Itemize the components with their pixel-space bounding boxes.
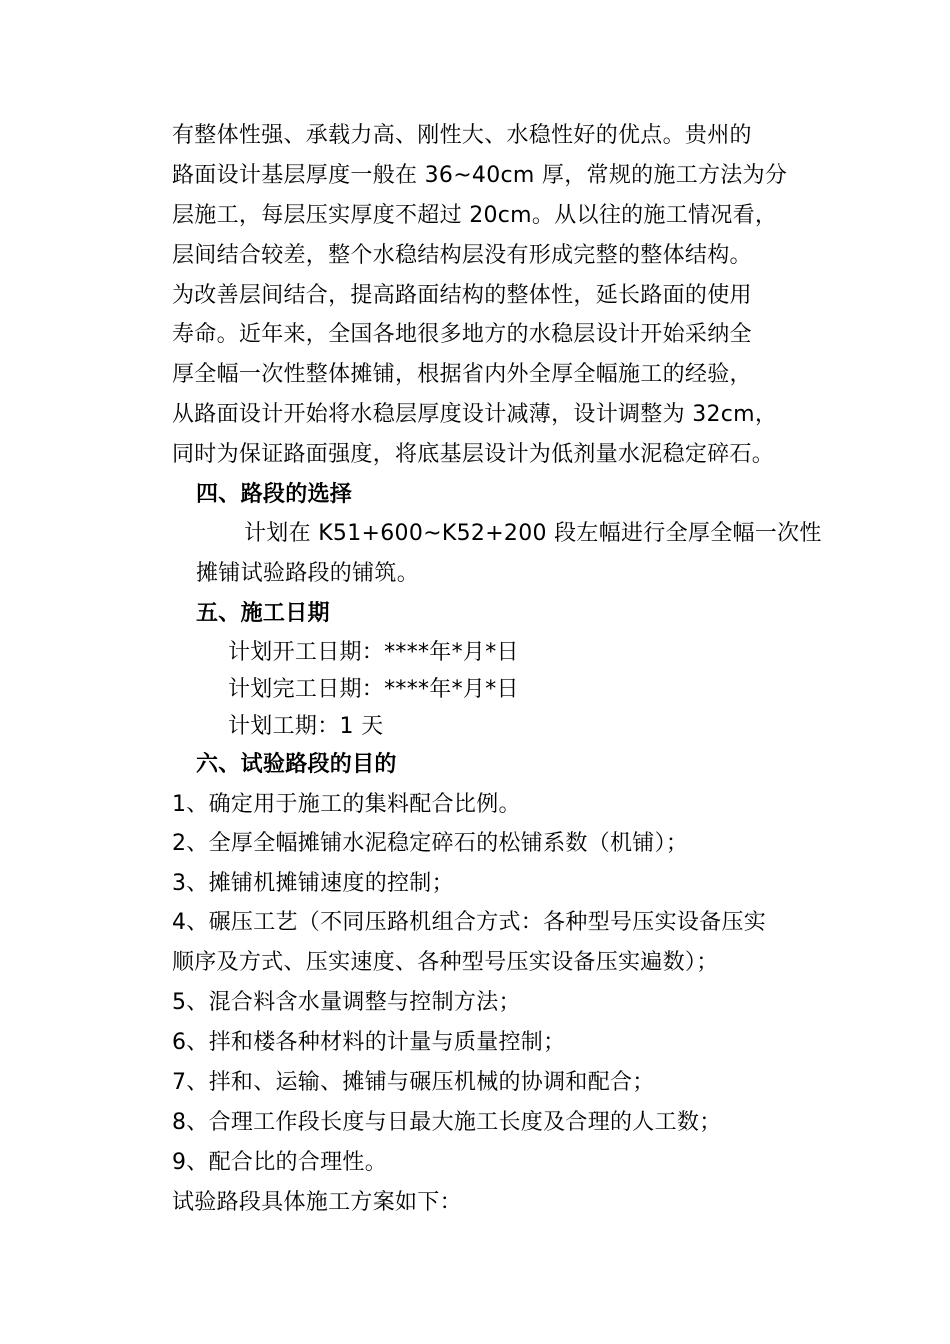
construction-plan-intro: 试验路段具体施工方案如下： (172, 1190, 462, 1215)
purpose-item-5: 5、混合料含水量调整与控制方法； (172, 990, 521, 1015)
purpose-item-7: 7、拌和、运输、摊铺与碾压机械的协调和配合； (172, 1070, 655, 1095)
planned-end-date: 计划完工日期：****年*月*日 (228, 677, 519, 702)
planned-start-date: 计划开工日期：****年*月*日 (228, 640, 519, 665)
purpose-item-4-continued: 顺序及方式、压实速度、各种型号压实设备压实遍数）； (172, 950, 719, 975)
purpose-item-6: 6、拌和楼各种材料的计量与质量控制； (172, 1030, 566, 1055)
intro-line-1: 有整体性强、承载力高、刚性大、水稳性好的优点。贵州的 (172, 123, 752, 148)
intro-line-4: 层间结合较差，整个水稳结构层没有形成完整的整体结构。 (172, 243, 752, 268)
section-5-heading: 五、施工日期 (196, 601, 330, 626)
intro-line-3: 层施工，每层压实厚度不超过 20cm。从以往的施工情况看， (172, 203, 778, 228)
section-6-heading: 六、试验路段的目的 (196, 752, 397, 777)
purpose-item-4: 4、碾压工艺（不同压路机组合方式：各种型号压实设备压实 (172, 910, 767, 935)
intro-line-5: 为改善层间结合，提高路面结构的整体性，延长路面的使用 (172, 283, 752, 308)
intro-line-6: 寿命。近年来，全国各地很多地方的水稳层设计开始采纳全 (172, 322, 752, 347)
intro-line-2: 路面设计基层厚度一般在 36~40cm 厚，常规的施工方法为分 (172, 163, 788, 188)
purpose-item-8: 8、合理工作段长度与日最大施工长度及合理的人工数； (172, 1110, 722, 1135)
purpose-item-3: 3、摊铺机摊铺速度的控制； (172, 871, 454, 896)
section-4-heading: 四、路段的选择 (196, 482, 353, 507)
section-4-line-2: 摊铺试验路段的铺筑。 (196, 561, 420, 586)
purpose-item-2: 2、全厚全幅摊铺水泥稳定碎石的松铺系数（机铺）； (172, 831, 689, 856)
planned-duration: 计划工期：1 天 (228, 714, 384, 739)
intro-line-8: 从路面设计开始将水稳层厚度设计减薄，设计调整为 32cm， (172, 402, 778, 427)
intro-line-9: 同时为保证路面强度，将底基层设计为低剂量水泥稳定碎石。 (172, 442, 775, 467)
intro-line-7: 厚全幅一次性整体摊铺，根据省内外全厚全幅施工的经验， (172, 362, 752, 387)
section-4-line-1: 计划在 K51+600~K52+200 段左幅进行全厚全幅一次性 (244, 521, 822, 546)
purpose-item-1: 1、确定用于施工的集料配合比例。 (172, 792, 521, 817)
purpose-item-9: 9、配合比的合理性。 (172, 1150, 387, 1175)
